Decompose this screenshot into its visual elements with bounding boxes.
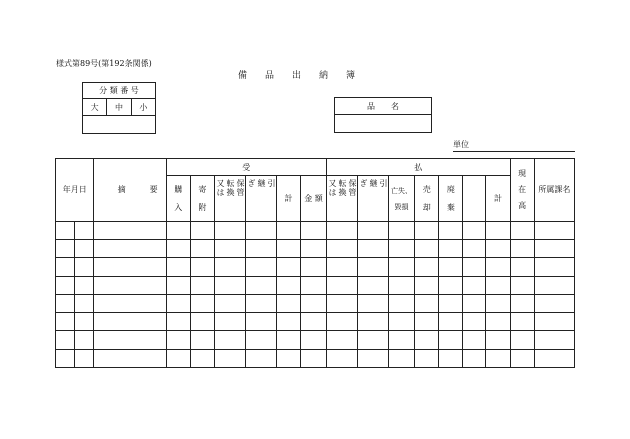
item-name-value: [335, 115, 432, 133]
classification-box: [82, 82, 156, 134]
summary-header: 摘 要: [94, 159, 166, 222]
classification-value: [83, 116, 156, 134]
item-name-box: [334, 97, 432, 133]
unit-label: 単位: [453, 140, 469, 149]
ledger-table: [55, 158, 575, 368]
pay-total: 計: [486, 176, 510, 222]
table-row: [56, 240, 575, 258]
unit-underline: [453, 151, 575, 152]
recv-total: 計: [276, 176, 300, 222]
recv-amount: 金 額: [301, 176, 327, 222]
table-row: [56, 221, 575, 239]
pay-loss: 亡失、 毀損: [388, 176, 414, 222]
receive-header: 受: [166, 159, 326, 176]
item-name-header: 品 名: [335, 98, 432, 115]
page-title: 備 品 出 納 簿: [238, 71, 356, 81]
table-row: [56, 276, 575, 294]
class-small: 小: [131, 99, 155, 116]
recv-purchase: 購 入: [166, 176, 190, 222]
class-medium: 中: [107, 99, 131, 116]
pay-header: 払: [326, 159, 510, 176]
date-header: 年月日: [56, 159, 94, 222]
recv-transfer: 保管 転換 又は: [214, 176, 245, 222]
pay-succession: 引 継 ぎ: [357, 176, 388, 222]
pay-blank: [463, 176, 486, 222]
pay-sale: 売 却: [415, 176, 439, 222]
recv-succession: 引 継 ぎ: [245, 176, 276, 222]
pay-transfer: 保管 転換 又は: [326, 176, 357, 222]
table-row: [56, 258, 575, 276]
recv-donation: 寄 附: [190, 176, 214, 222]
dept-header: 所属課名: [534, 159, 574, 222]
table-row: [56, 313, 575, 331]
table-row: [56, 294, 575, 312]
table-row: [56, 349, 575, 367]
class-large: 大: [83, 99, 107, 116]
table-row: [56, 331, 575, 349]
pay-disposal: 廃 棄: [439, 176, 463, 222]
form-number: 様式第89号(第192条関係): [56, 59, 152, 68]
stock-header: 現 在 高: [510, 159, 534, 222]
classification-header: 分 類 番 号: [83, 83, 156, 99]
